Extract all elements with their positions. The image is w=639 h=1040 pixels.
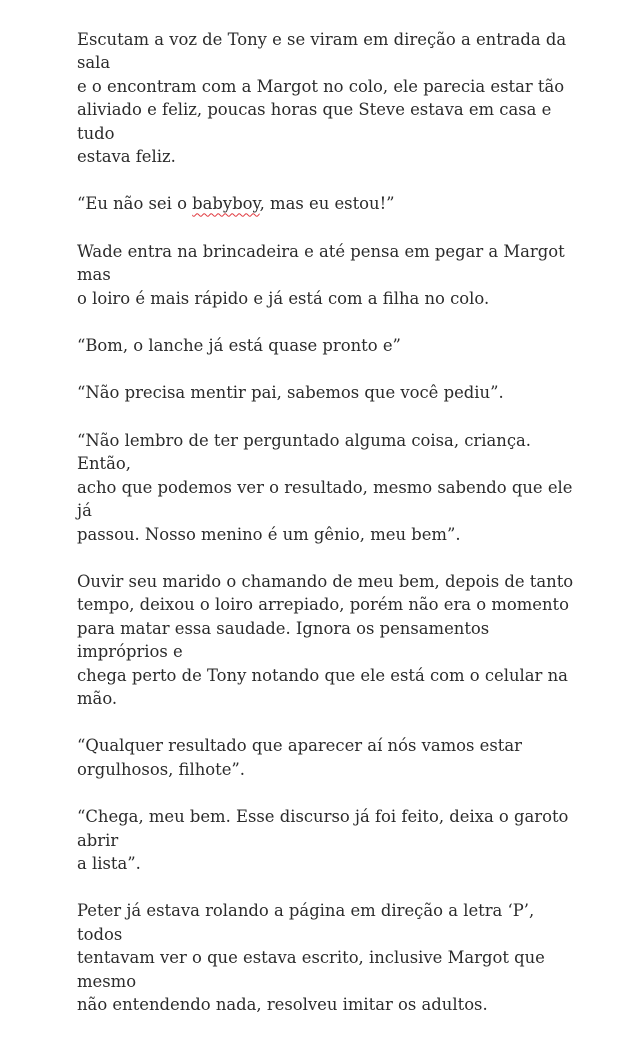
dialogue-open: “Eu não sei o — [77, 194, 193, 214]
paragraph-3: Wade entra na brincadeira e até pensa em pegar a Margot mas o loiro é mais rápido e já está com a filha no colo. — [77, 241, 565, 308]
spellcheck-flagged-word[interactable]: babyboy — [192, 194, 260, 214]
story-text — [77, 28, 577, 1040]
paragraph-2 — [77, 192, 577, 215]
paragraph-7: Ouvir seu marido o chamando de meu bem, depois de tanto tempo, deixou o loiro arrepiado, porém não era o momento para matar essa saudade. Ignora os pensamentos impróprios e chega perto de Tony notando que ele está com o celular na mão. — [77, 571, 574, 708]
paragraph-6: “Não lembro de ter perguntado alguma coisa, criança. Então, acho que podemos ver o resultado, mesmo sabendo que ele já passou. Nosso menino é um gênio, meu bem”. — [77, 430, 573, 544]
paragraph-8: “Qualquer resultado que aparecer aí nós vamos estar orgulhosos, filhote”. — [77, 736, 522, 779]
paragraph-4: “Bom, o lanche já está quase pronto e” — [77, 336, 401, 356]
paragraph-1: Escutam a voz de Tony e se viram em direção a entrada da sala e o encontram com a Margot no colo, ele parecia estar tão aliviado e feliz, poucas horas que Steve estava em casa e tudo estava feliz. — [77, 30, 567, 167]
paragraph-5: “Não precisa mentir pai, sabemos que você pediu”. — [77, 383, 504, 403]
paragraph-9: “Chega, meu bem. Esse discurso já foi feito, deixa o garoto abrir a lista”. — [77, 807, 569, 873]
paragraph-10: Peter já estava rolando a página em direção a letra ‘P’, todos tentavam ver o que estava escrito, inclusive Margot que mesmo não entendendo nada, resolveu imitar os adultos. — [77, 901, 545, 1014]
dialogue-close: , mas eu estou!” — [259, 194, 395, 214]
